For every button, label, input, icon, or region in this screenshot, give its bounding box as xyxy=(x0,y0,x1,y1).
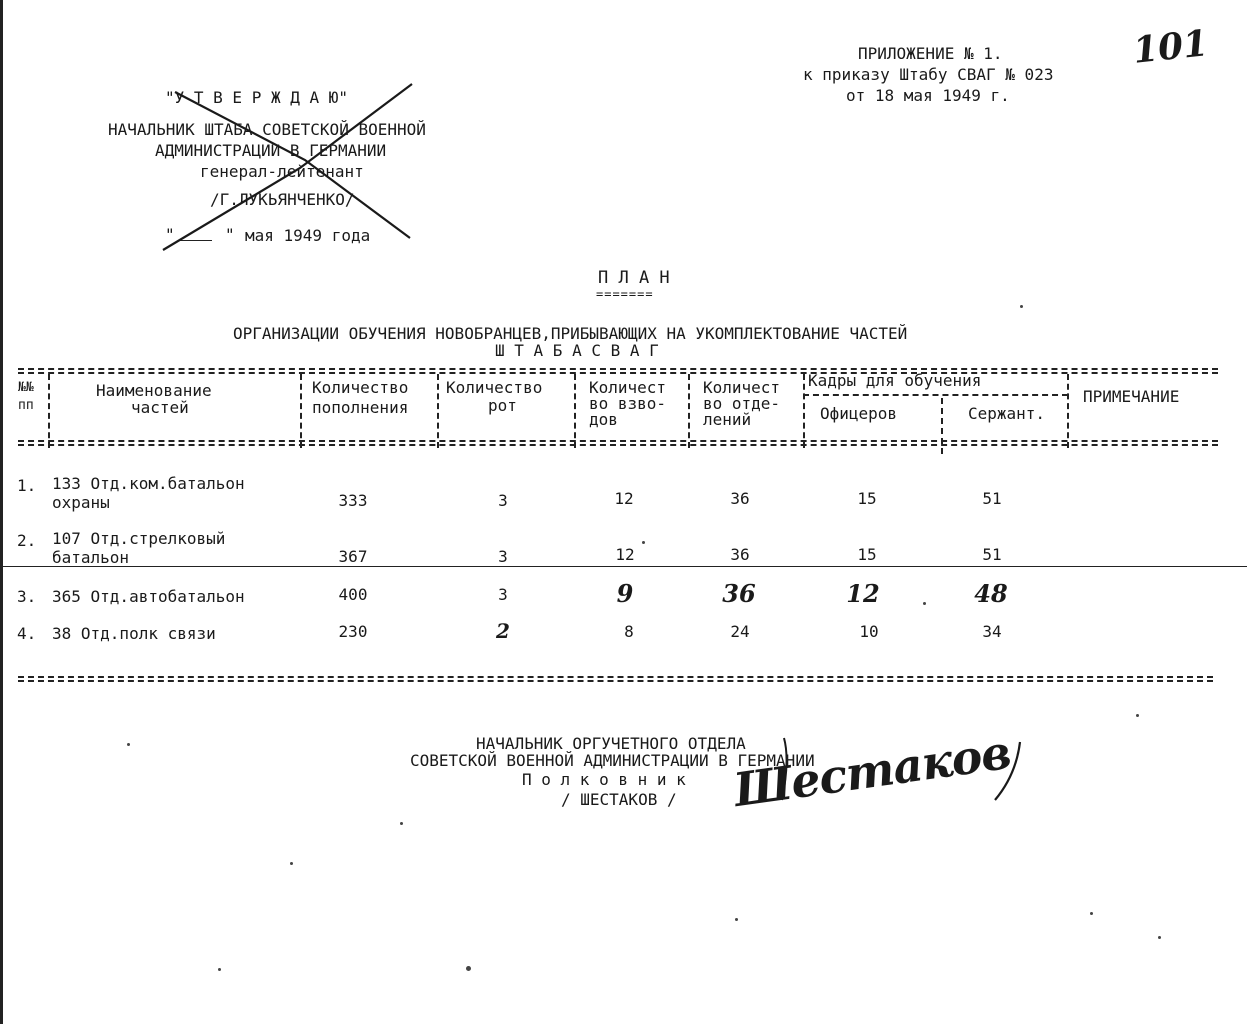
approval-date-quote-open: " xyxy=(165,225,175,244)
row-officers: 12 xyxy=(846,579,880,608)
speck xyxy=(218,968,221,971)
appendix-date: от 18 мая 1949 г. xyxy=(846,86,1010,105)
title-underline: ======= xyxy=(596,287,654,301)
approval-line-3: генерал-лейтенант xyxy=(200,162,364,181)
signature-position: НАЧАЛЬНИК ОРГУЧЕТНОГО ОТДЕЛА xyxy=(476,734,746,753)
speck xyxy=(1090,912,1093,915)
row-replenish: 230 xyxy=(338,622,368,641)
row-name: 365 Отд.автобатальон xyxy=(52,587,245,606)
signature-position-2: СОВЕТСКОЙ ВОЕННОЙ АДМИНИСТРАЦИИ В ГЕРМАНИИ xyxy=(410,751,815,770)
speck xyxy=(400,822,403,825)
appendix-order: к приказу Штабу СВАГ № 023 xyxy=(803,65,1054,84)
header-platoons-3: дов xyxy=(589,410,618,429)
row-companies: 3 xyxy=(498,585,508,604)
signature-name: / ШЕСТАКОВ / xyxy=(561,790,677,809)
speck xyxy=(127,743,130,746)
speck xyxy=(642,541,645,544)
row-num: 3. xyxy=(17,587,37,606)
row-platoons: 9 xyxy=(616,579,634,608)
row-officers: 15 xyxy=(857,489,877,508)
document-title: П Л А Н xyxy=(598,268,670,288)
row-replenish: 400 xyxy=(338,585,368,604)
handwritten-signature: Шестаков xyxy=(730,724,1014,818)
approval-date-text: мая 1949 года xyxy=(245,226,371,245)
header-platoons-2: во взво- xyxy=(589,394,667,413)
row-sergeants: 51 xyxy=(982,489,1002,508)
row-num: 2. xyxy=(17,531,37,550)
header-replenish: Количество xyxy=(312,378,409,397)
header-name: Наименование xyxy=(96,381,212,400)
speck xyxy=(923,602,926,605)
row-companies: 2 xyxy=(496,619,510,643)
header-squads-2: во отде- xyxy=(703,394,781,413)
row-platoons: 12 xyxy=(614,489,634,508)
row-companies: 3 xyxy=(498,547,508,566)
header-squads: Количест xyxy=(703,378,781,397)
approval-line-1: НАЧАЛЬНИК ШТАБА СОВЕТСКОЙ ВОЕННОЙ xyxy=(108,120,426,139)
speck xyxy=(735,918,738,921)
row-squads: 36 xyxy=(722,579,756,608)
row-officers: 15 xyxy=(857,545,877,564)
speck xyxy=(290,862,293,865)
row-num: 4. xyxy=(17,624,37,643)
header-sergeants: Сержант. xyxy=(968,404,1046,423)
header-platoons: Количест xyxy=(589,378,667,397)
row-replenish: 367 xyxy=(338,547,368,566)
approval-date-quote-close: " xyxy=(225,225,235,244)
header-notes: ПРИМЕЧАНИЕ xyxy=(1083,387,1180,406)
row-officers: 10 xyxy=(859,622,879,641)
header-companies: Количество xyxy=(446,378,543,397)
signature-rank: П о л к о в н и к xyxy=(522,770,686,789)
header-name-2: частей xyxy=(131,398,189,417)
row-sergeants: 51 xyxy=(982,545,1002,564)
page-number: 101 xyxy=(1131,22,1211,72)
row-platoons: 12 xyxy=(615,545,635,564)
appendix-title: ПРИЛОЖЕНИЕ № 1. xyxy=(858,44,1003,63)
speck xyxy=(1020,305,1023,308)
row-name: 107 Отд.стрелковый xyxy=(52,529,226,548)
header-squads-3: лений xyxy=(703,410,752,429)
approval-line-4: /Г.ЛУКЬЯНЧЕНКО/ xyxy=(210,190,355,209)
header-cadres: Кадры для обучения xyxy=(808,371,982,390)
row-name: 38 Отд.полк связи xyxy=(52,624,216,643)
row-platoons: 8 xyxy=(624,622,634,641)
approval-line-2: АДМИНИСТРАЦИИ В ГЕРМАНИИ xyxy=(155,141,387,160)
row-sergeants: 34 xyxy=(982,622,1002,641)
speck xyxy=(1136,714,1139,717)
row-squads: 36 xyxy=(730,489,750,508)
speck xyxy=(1158,936,1161,939)
row-squads: 24 xyxy=(730,622,750,641)
row-companies: 3 xyxy=(498,491,508,510)
row-name: 133 Отд.ком.батальон xyxy=(52,474,245,493)
header-num-2: пп xyxy=(18,398,34,413)
row-replenish: 333 xyxy=(338,491,368,510)
header-replenish-2: пополнения xyxy=(312,398,409,417)
row-name-2: батальон xyxy=(52,548,130,567)
header-num: №№ xyxy=(18,380,34,395)
header-officers: Офицеров xyxy=(820,404,898,423)
row-name-2: охраны xyxy=(52,493,110,512)
speck xyxy=(466,966,471,971)
header-companies-2: рот xyxy=(488,396,517,415)
row-num: 1. xyxy=(17,476,37,495)
row-sergeants: 48 xyxy=(974,579,1008,608)
row-squads: 36 xyxy=(730,545,750,564)
approval-heading: "У Т В Е Р Ж Д А Ю" xyxy=(165,88,349,107)
document-subtitle: ОРГАНИЗАЦИИ ОБУЧЕНИЯ НОВОБРАНЦЕВ,ПРИБЫВАЮЩИХ НА УКОМПЛЕКТОВАНИЕ ЧАСТЕЙ xyxy=(233,324,908,343)
document-subtitle-2: Ш Т А Б А С В А Г xyxy=(495,341,659,360)
